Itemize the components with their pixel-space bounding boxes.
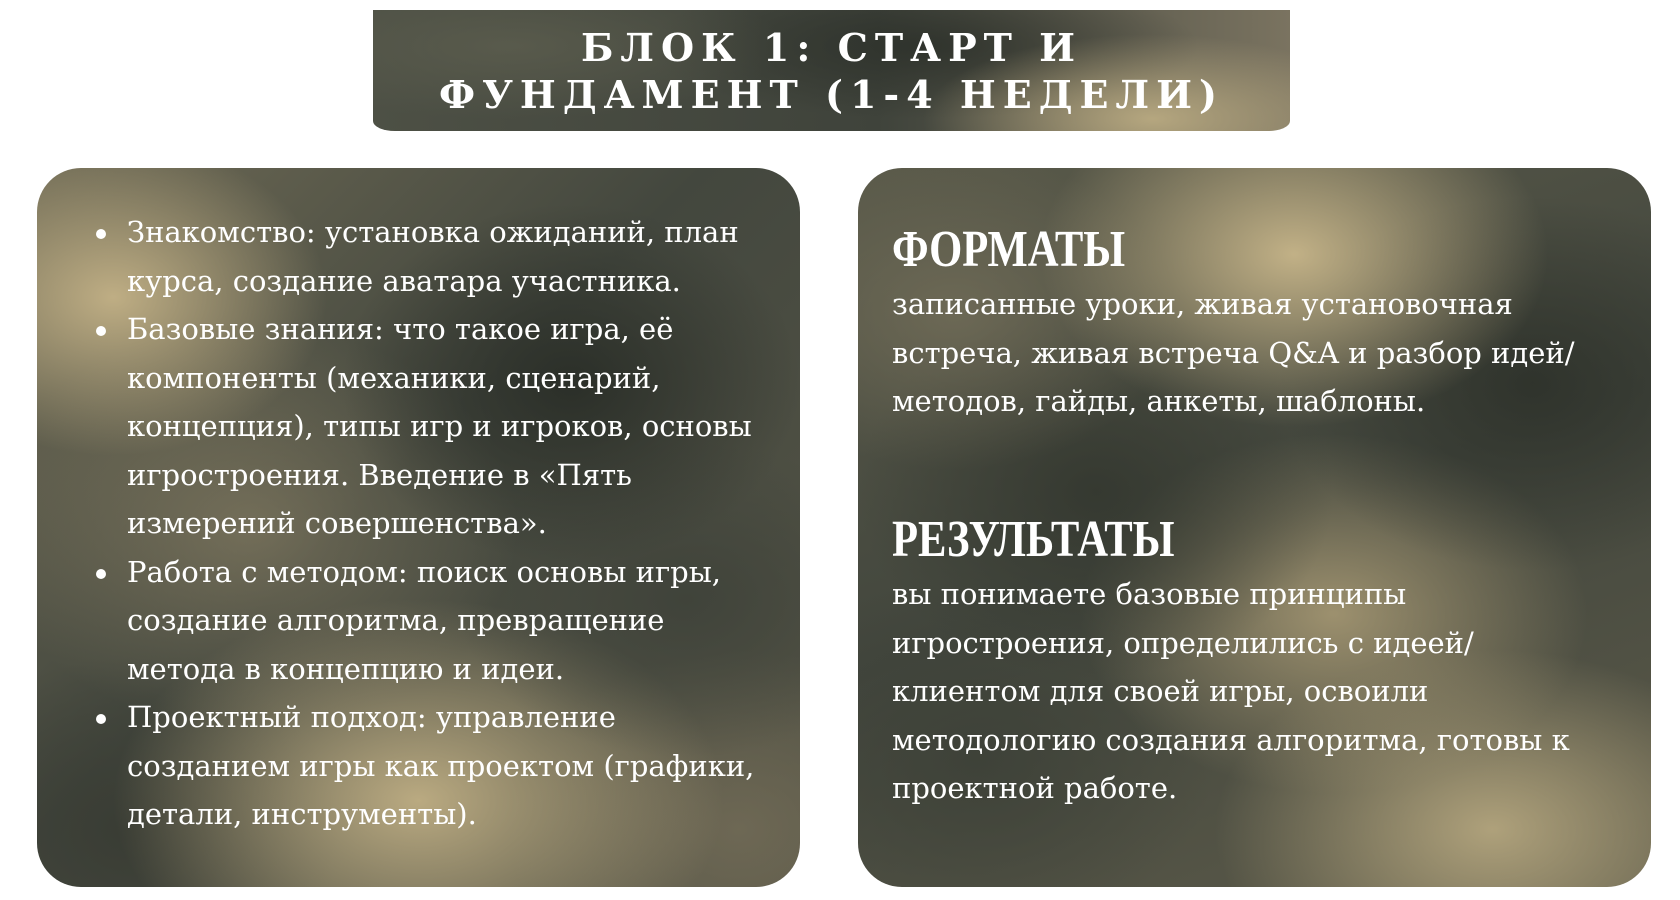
formats-section — [892, 220, 1621, 426]
list-item — [89, 548, 770, 694]
formats-heading: ФОРМАТЫ — [892, 221, 1126, 278]
formats-results-card — [858, 168, 1651, 887]
block-title-line-2: ФУНДАМЕНТ (1-4 НЕДЕЛИ) — [439, 71, 1224, 117]
program-topics-list — [37, 168, 800, 839]
list-item-text: Базовые знания: что такое игра, её компоненты (механики, сценарий, концепция), типы игр и игроков, основы игростроения. Введение в «Пять измерений совершенства». — [127, 312, 752, 540]
block-title-line-1: БЛОК 1: СТАРТ И — [580, 24, 1083, 70]
program-content-card — [37, 168, 800, 887]
block-title-banner — [373, 10, 1290, 131]
results-heading: РЕЗУЛЬТАТЫ — [892, 511, 1175, 568]
formats-text: записанные уроки, живая установочная встреча, живая встреча Q&A и разбор идей/ методов, гайды, анкеты, шаблоны. — [892, 287, 1575, 418]
bullet-icon — [96, 229, 106, 239]
list-item — [89, 305, 770, 548]
bullet-icon — [96, 326, 106, 336]
list-item-text: Работа с методом: поиск основы игры, создание алгоритма, превращение метода в концепцию и идеи. — [127, 554, 722, 686]
results-text: вы понимаете базовые принципы игростроения, определились с идеей/ клиентом для своей игры, освоили методологию создания алгоритма, готовы к проектной работе. — [892, 577, 1570, 805]
bullet-icon — [96, 569, 106, 579]
results-section — [892, 510, 1621, 813]
list-item-text: Проектный подход: управление созданием игры как проектом (графики, детали, инструменты). — [127, 700, 755, 831]
list-item — [89, 693, 770, 839]
list-item — [89, 208, 770, 305]
bullet-icon — [96, 714, 106, 724]
list-item-text: Знакомство: установка ожиданий, план курса, создание аватара участника. — [127, 215, 739, 298]
block-title — [439, 24, 1224, 118]
